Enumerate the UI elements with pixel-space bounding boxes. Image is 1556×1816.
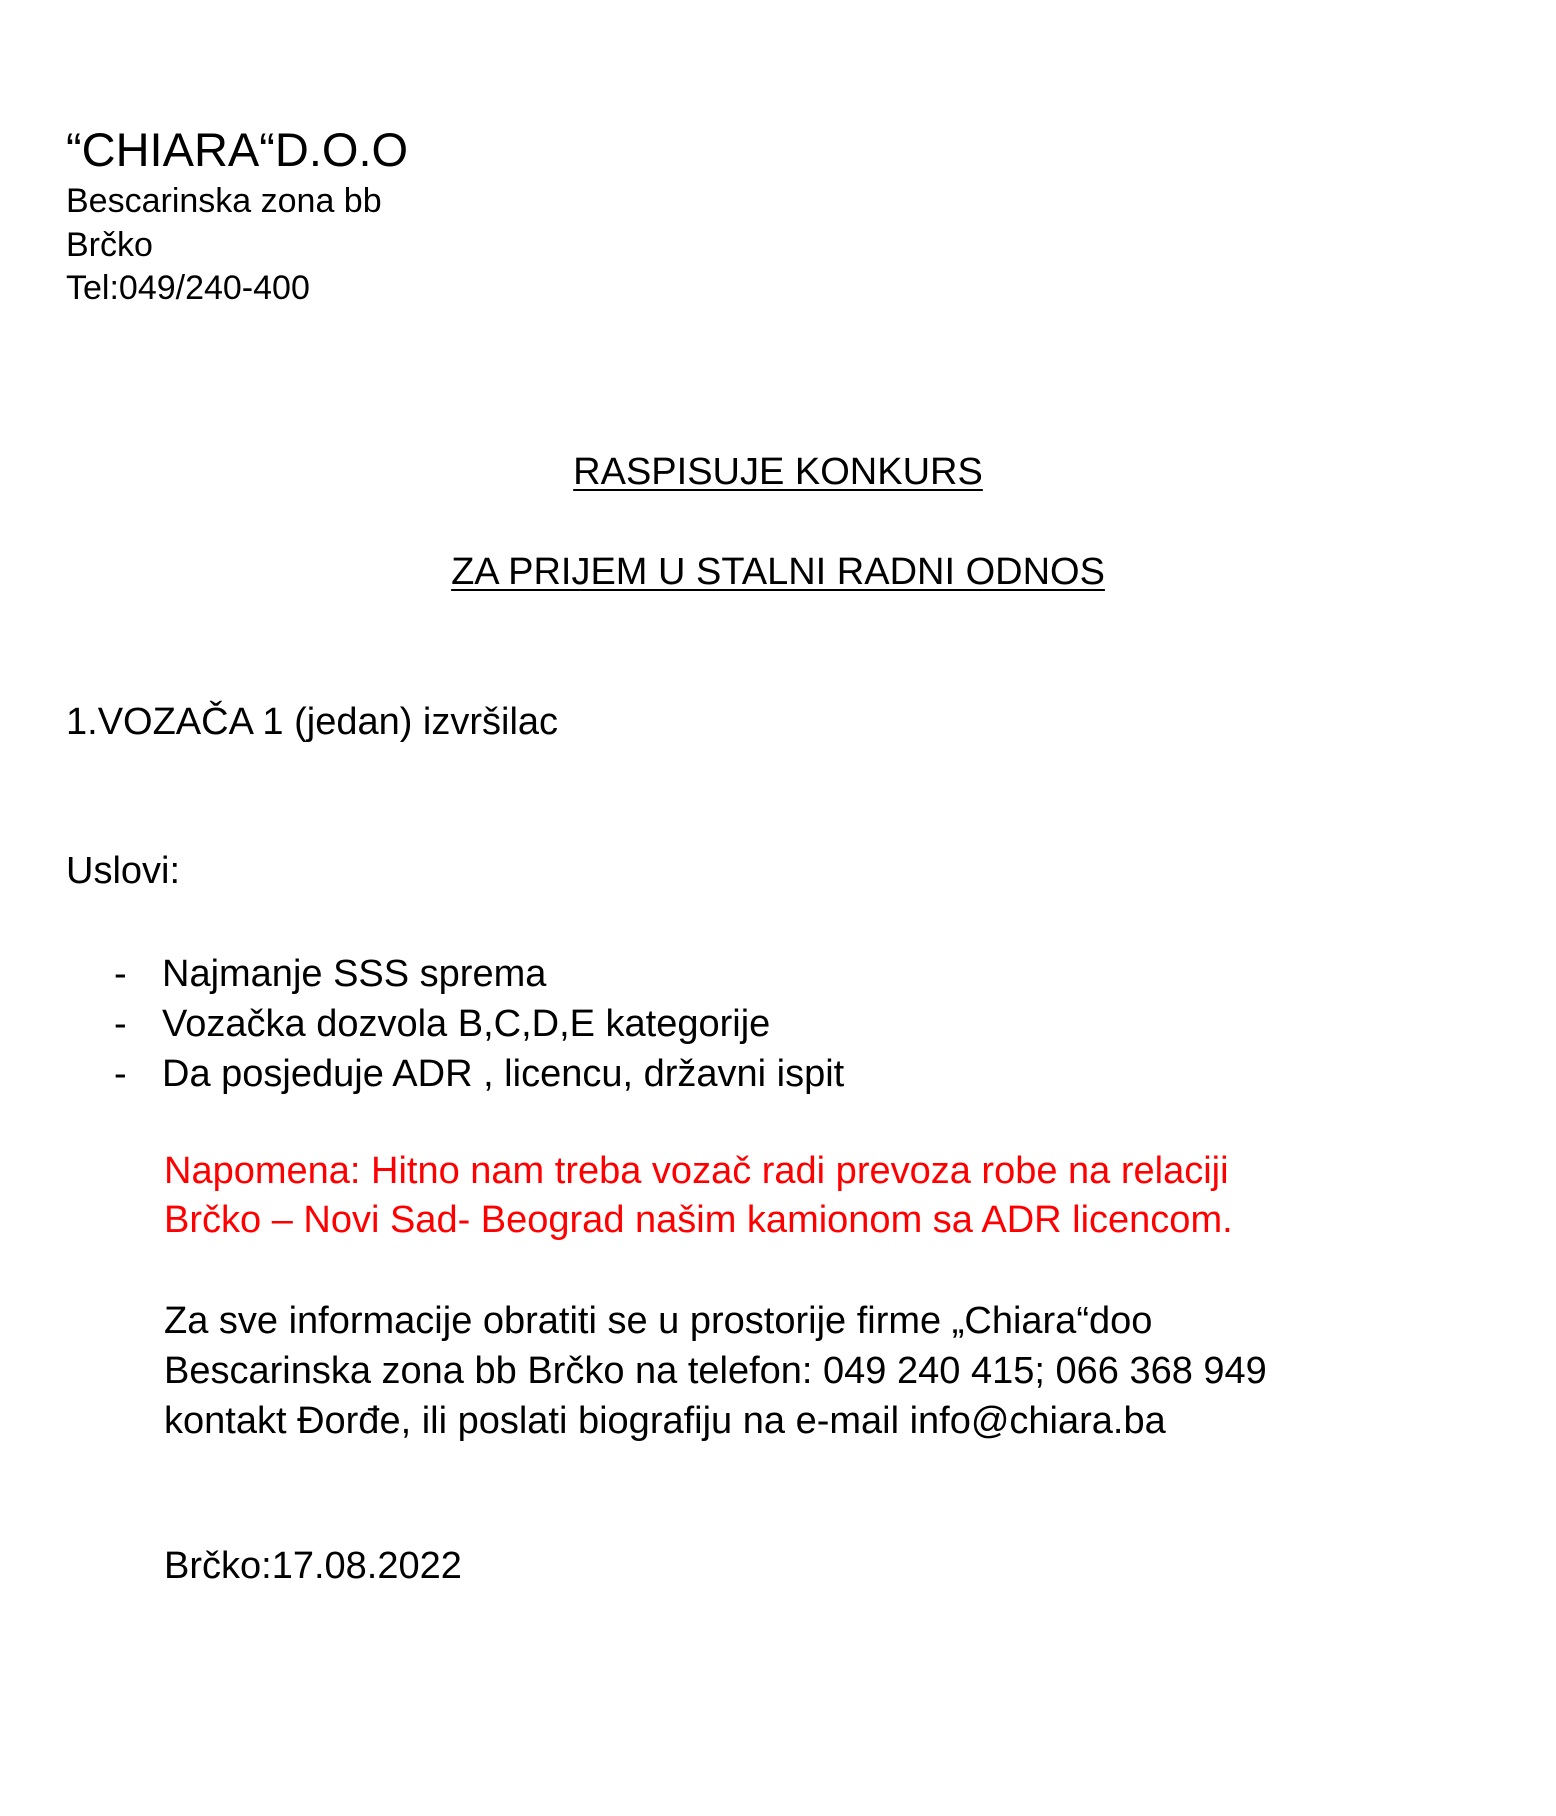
condition-text: Vozačka dozvola B,C,D,E kategorije: [162, 1003, 771, 1045]
note-line: Napomena: Hitno nam treba vozač radi prevoza robe na relaciji: [164, 1150, 1229, 1192]
company-phone: Tel:049/240-400: [66, 269, 310, 307]
list-item: [114, 949, 844, 999]
company-city: Brčko: [66, 226, 153, 264]
dash-bullet: -: [114, 1003, 127, 1045]
note-line: Brčko – Novi Sad- Beograd našim kamionom sa ADR licencom.: [164, 1199, 1233, 1241]
conditions-label: Uslovi:: [66, 850, 181, 892]
contact-line: Bescarinska zona bb Brčko na telefon: 049 240 415; 066 368 949: [164, 1350, 1267, 1392]
contact-line: Za sve informacije obratiti se u prostorije firme „Chiara“doo: [164, 1300, 1153, 1342]
contact-line: kontakt Đorđe, ili poslati biografiju na e-mail info@chiara.ba: [164, 1400, 1166, 1442]
company-name: “CHIARA“D.O.O: [66, 123, 409, 176]
dash-bullet: -: [114, 953, 127, 995]
document-date: Brčko:17.08.2022: [164, 1545, 462, 1587]
job-position: 1.VOZAČA 1 (jedan) izvršilac: [66, 701, 559, 743]
conditions-list: [114, 949, 844, 1099]
urgent-note: [164, 1147, 1233, 1245]
condition-text: Da posjeduje ADR , licencu, državni ispit: [162, 1053, 845, 1095]
condition-text: Najmanje SSS sprema: [162, 953, 547, 995]
contact-info: [164, 1296, 1267, 1446]
dash-bullet: -: [114, 1053, 127, 1095]
document-subtitle: ZA PRIJEM U STALNI RADNI ODNOS: [451, 551, 1105, 593]
document-title: RASPISUJE KONKURS: [573, 451, 983, 493]
list-item: [114, 1049, 844, 1099]
company-address: Bescarinska zona bb: [66, 182, 382, 220]
list-item: [114, 999, 844, 1049]
